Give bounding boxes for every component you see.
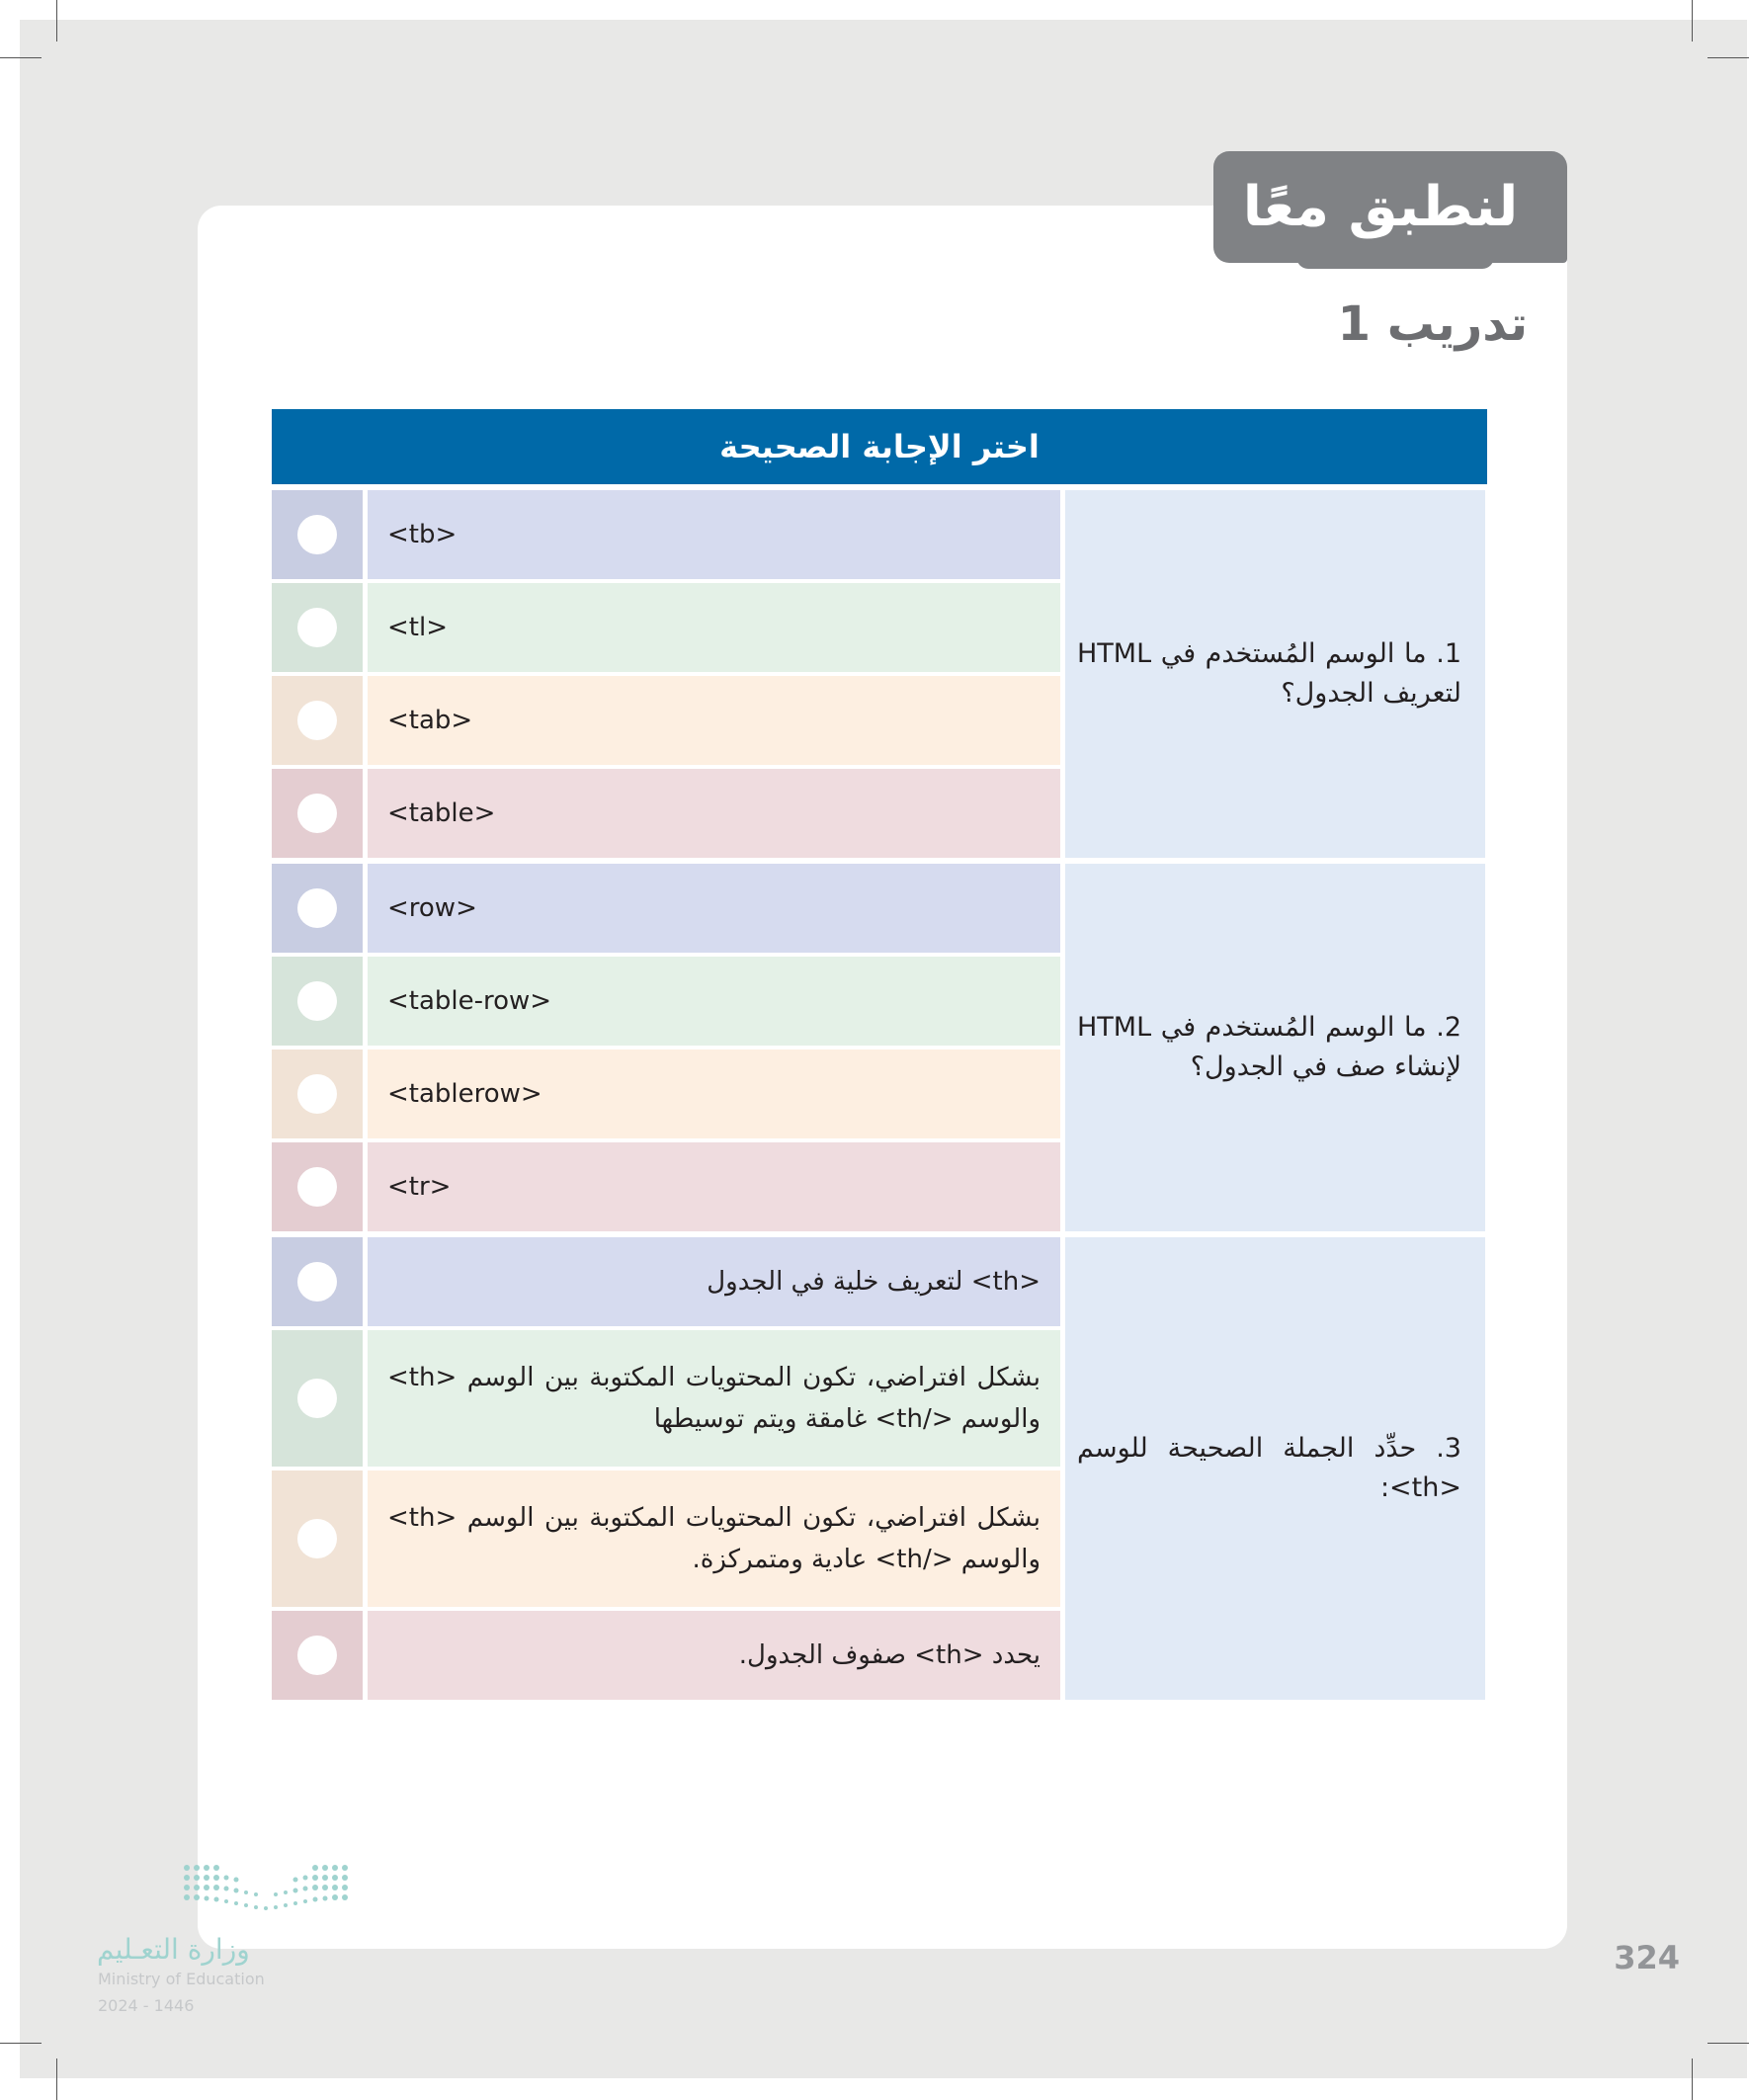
option-q2-d <box>368 1142 1060 1231</box>
radio-cell <box>272 1050 363 1138</box>
question-2 <box>1065 864 1485 1231</box>
radio-cell <box>272 864 363 953</box>
option-text: <tr> <box>387 1172 452 1202</box>
crop-mark <box>1707 57 1749 58</box>
radio-q3-c[interactable] <box>297 1519 337 1558</box>
radio-q2-c[interactable] <box>297 1074 337 1114</box>
radio-q1-b[interactable] <box>297 608 337 647</box>
option-text: <table> <box>387 798 496 828</box>
radio-cell <box>272 676 363 765</box>
option-text: <tab> <box>387 706 473 735</box>
radio-cell <box>272 1470 363 1607</box>
question-number: 1. <box>1436 638 1461 669</box>
table-header: اختر الإجابة الصحيحة <box>272 409 1487 484</box>
ministry-name-english: Ministry of Education <box>98 1970 265 1988</box>
crop-mark <box>1707 2043 1749 2044</box>
question-1 <box>1065 490 1485 858</box>
option-q3-c <box>368 1470 1060 1607</box>
option-q2-b <box>368 957 1060 1046</box>
option-text: <row> <box>387 893 477 923</box>
radio-q3-d[interactable] <box>297 1636 337 1675</box>
radio-cell <box>272 583 363 672</box>
option-q1-a <box>368 490 1060 579</box>
option-q1-c <box>368 676 1060 765</box>
option-text: <tablerow> <box>387 1079 542 1109</box>
question-text: حدِّد الجملة الصحيحة للوسم <th>: <box>1077 1433 1461 1503</box>
radio-cell <box>272 1611 363 1700</box>
radio-q1-a[interactable] <box>297 515 337 554</box>
radio-q1-c[interactable] <box>297 701 337 740</box>
section-title: لنطبق معًا <box>1242 175 1519 239</box>
radio-cell <box>272 490 363 579</box>
option-q1-d <box>368 769 1060 858</box>
crop-mark <box>0 2043 42 2044</box>
crop-mark <box>56 2058 57 2100</box>
radio-cell <box>272 1142 363 1231</box>
option-q1-b <box>368 583 1060 672</box>
crop-mark <box>1692 0 1693 42</box>
crop-mark <box>1692 2058 1693 2100</box>
radio-q2-a[interactable] <box>297 888 337 928</box>
option-text: يحدد <th> صفوف الجدول. <box>738 1640 1041 1670</box>
option-text: <table-row> <box>387 986 552 1016</box>
edition-year: 2024 - 1446 <box>98 1996 195 2015</box>
option-text: <tl> <box>387 613 448 642</box>
option-text: بشكل افتراضي، تكون المحتويات المكتوبة بين الوسم <th> والوسم </th> غامقة ويتم توسيطها <box>387 1363 1041 1434</box>
option-q3-a <box>368 1237 1060 1326</box>
radio-q2-d[interactable] <box>297 1167 337 1207</box>
question-text: ما الوسم المُستخدم في HTML لتعريف الجدول؟ <box>1077 638 1461 709</box>
question-text: ما الوسم المُستخدم في HTML لإنشاء صف في الجدول؟ <box>1077 1012 1461 1082</box>
option-q3-b <box>368 1330 1060 1467</box>
option-text: <tb> <box>387 520 458 549</box>
crop-mark <box>0 57 42 58</box>
radio-cell <box>272 1237 363 1326</box>
question-number: 3. <box>1436 1433 1461 1464</box>
question-number: 2. <box>1436 1012 1461 1043</box>
radio-cell <box>272 957 363 1046</box>
option-text: بشكل افتراضي، تكون المحتويات المكتوبة بين الوسم <th> والوسم </th> عادية ومتمركزة. <box>387 1503 1041 1574</box>
ministry-logo-icon <box>182 1862 350 1917</box>
radio-q3-a[interactable] <box>297 1262 337 1302</box>
crop-mark <box>56 0 57 42</box>
radio-q1-d[interactable] <box>297 794 337 833</box>
ministry-name: وزارة التعـليم <box>97 1933 250 1966</box>
option-text: <th> لتعريف خلية في الجدول <box>707 1267 1041 1297</box>
exercise-title: تدريب 1 <box>1337 296 1528 352</box>
page-number: 324 <box>1614 1939 1680 1976</box>
radio-q2-b[interactable] <box>297 981 337 1021</box>
radio-q3-b[interactable] <box>297 1379 337 1418</box>
question-3 <box>1065 1237 1485 1700</box>
radio-cell <box>272 1330 363 1467</box>
radio-cell <box>272 769 363 858</box>
option-q2-c <box>368 1050 1060 1138</box>
option-q2-a <box>368 864 1060 953</box>
option-q3-d <box>368 1611 1060 1700</box>
